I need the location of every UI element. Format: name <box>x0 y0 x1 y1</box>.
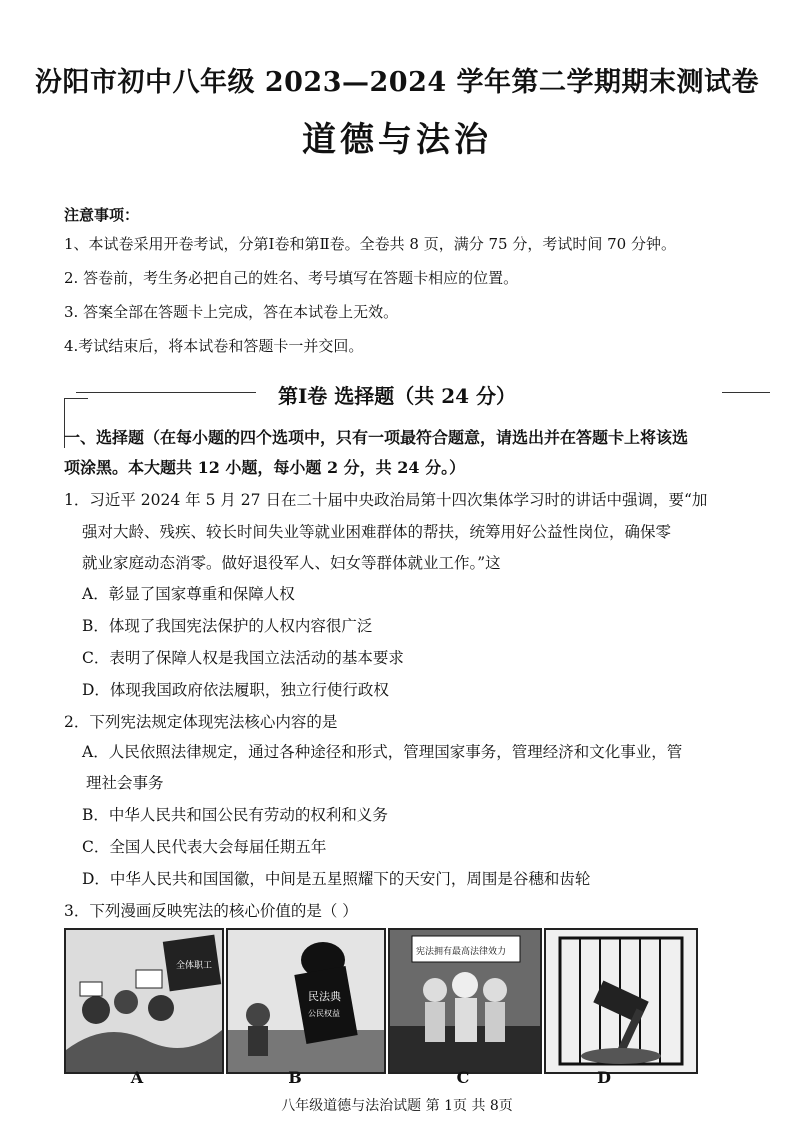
cartoon-b-book-title: 民法典 <box>308 990 341 1003</box>
section-frame-top <box>64 398 88 399</box>
cartoon-a-image <box>64 928 224 1074</box>
question-1-option-a: A．彰显了国家尊重和保障人权 <box>82 585 295 603</box>
cartoon-d-image <box>544 928 698 1074</box>
cartoon-a-sign-text: 全体职工 <box>176 961 213 971</box>
question-2-option-c: C．全国人民代表大会每届任期五年 <box>82 838 327 856</box>
notice-item: 4.考试结束后，将本试卷和答题卡一并交回。 <box>64 337 364 355</box>
question-2-stem: 2．下列宪法规定体现宪法核心内容的是 <box>64 713 338 731</box>
notice-heading: 注意事项： <box>64 206 140 224</box>
cartoon-d-label: D <box>597 1068 611 1087</box>
exam-title: 汾阳市初中八年级 2023—2024 学年第二学期期末测试卷 <box>34 67 760 98</box>
section-title: 第Ⅰ卷 选择题（共 24 分） <box>277 384 517 408</box>
cartoon-b-image <box>226 928 386 1074</box>
notice-item: 3. 答案全部在答题卡上完成，答在本试卷上无效。 <box>64 303 399 321</box>
question-1-stem: 就业家庭动态消零。做好退役军人、妇女等群体就业工作。”这 <box>82 554 501 572</box>
question-2-option-b: B．中华人民共和国公民有劳动的权利和义务 <box>82 806 388 824</box>
question-1-stem: 强对大龄、残疾、较长时间失业等就业困难群体的帮扶，统筹用好公益性岗位，确保零 <box>82 523 672 541</box>
page-footer: 八年级道德与法治试题 第 1页 共 8页 <box>281 1098 513 1114</box>
question-1-option-d: D．体现我国政府依法履职，独立行使行政权 <box>82 681 389 699</box>
question-2-option-a: A．人民依照法律规定，通过各种途径和形式，管理国家事务，管理经济和文化事业，管 <box>82 743 683 761</box>
question-1-option-b: B．体现了我国宪法保护的人权内容很广泛 <box>82 617 373 635</box>
cartoon-a-label: A <box>130 1068 144 1087</box>
cartoon-c-banner: 宪法拥有最高法律效力 <box>416 947 507 957</box>
question-2-option-a-cont: 理社会事务 <box>86 774 164 792</box>
section-instruction: 项涂黑。本大题共 12 小题，每小题 2 分，共 24 分。） <box>64 458 466 477</box>
cartoon-c-image <box>388 928 542 1074</box>
notice-item: 1、本试卷采用开卷考试，分第Ⅰ卷和第Ⅱ卷。全卷共 8 页，满分 75 分，考试时间 70 分钟。 <box>64 235 676 253</box>
cartoon-c-label: C <box>456 1068 470 1087</box>
section-instruction: 一、选择题（在每小题的四个选项中，只有一项最符合题意，请选出并在答题卡上将该选 <box>64 428 689 447</box>
question-3-stem: 3．下列漫画反映宪法的核心价值的是（ ） <box>64 902 358 920</box>
notice-item: 2. 答卷前，考生务必把自己的姓名、考号填写在答题卡相应的位置。 <box>64 269 519 287</box>
subject-title: 道德与法治 <box>302 120 492 160</box>
question-2-option-d: D．中华人民共和国国徽，中间是五星照耀下的天安门，周围是谷穗和齿轮 <box>82 870 591 888</box>
cartoon-b-label: B <box>288 1068 302 1087</box>
question-1-stem: 1．习近平 2024 年 5 月 27 日在二十届中央政治局第十四次集体学习时的讲话中强调，要“加 <box>64 491 708 509</box>
question-1-option-c: C．表明了保障人权是我国立法活动的基本要求 <box>82 649 404 667</box>
cartoon-b-book-sub: 公民权益 <box>308 1009 340 1018</box>
